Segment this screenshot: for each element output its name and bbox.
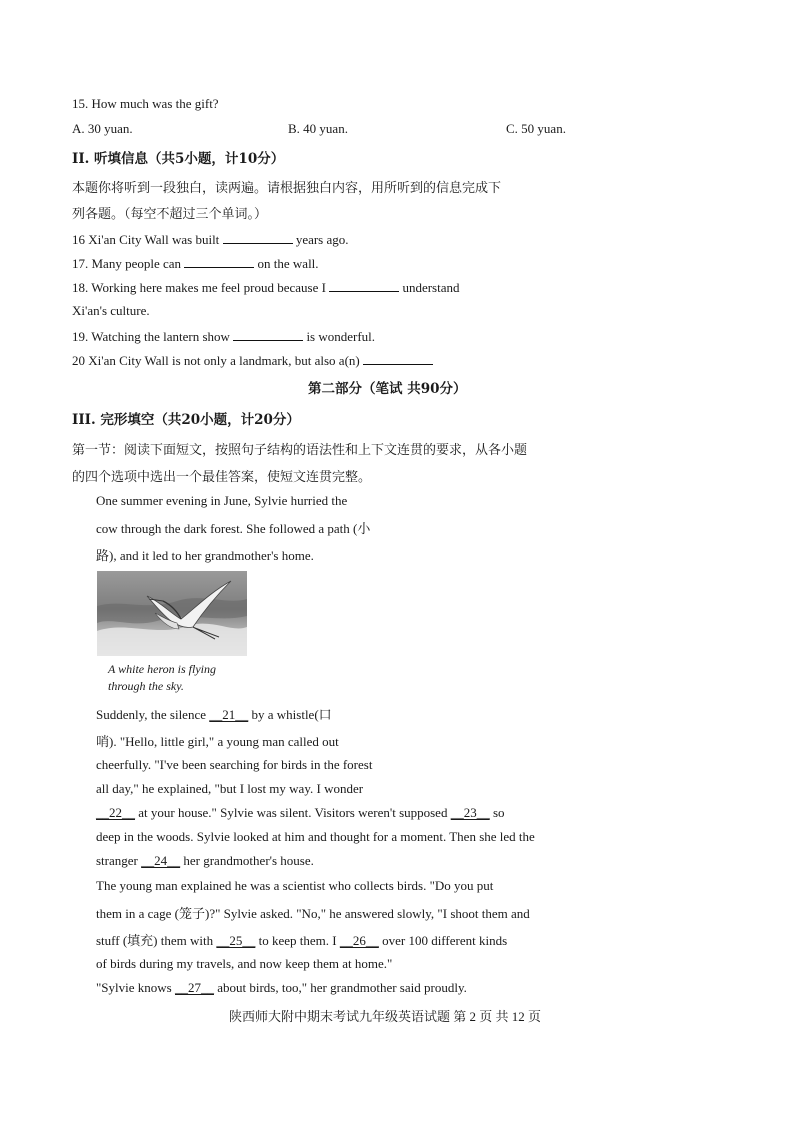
section3-heading: III. 完形填空（共20小题，计20分） (72, 412, 300, 428)
q19-text-after: is wonderful. (306, 329, 376, 344)
passage-text: Suddenly, the silence (96, 707, 206, 722)
passage-text: her grandmother's house. (183, 853, 314, 868)
passage-line: 哨). "Hello, little girl," a young man called out (96, 734, 339, 749)
passage-line: deep in the woods. Sylvie looked at him and thought for a moment. Then she led the (96, 829, 535, 844)
passage-line: all day," he explained, "but I lost my way. I wonder (96, 781, 364, 796)
q15-option-a: A. 30 yuan. (72, 121, 133, 136)
q15-option-c: C. 50 yuan. (506, 121, 566, 136)
passage-text: about birds, too," her grandmother said proudly. (217, 980, 467, 995)
section2-instruction-line2: 列各题。（每空不超过三个单词。） (72, 206, 268, 221)
q18 (72, 279, 459, 296)
heron-photo (97, 571, 247, 656)
q20-text-before: 20 Xi'an City Wall is not only a landmark, but also a(n) (72, 353, 360, 368)
section2-instruction-line1: 本题你将听到一段独白，读两遍。请根据独白内容，用所听到的信息完成下 (72, 180, 502, 195)
q19-text-before: 19. Watching the lantern show (72, 329, 230, 344)
q18-text-after: understand (402, 280, 460, 295)
passage-line: cheerfully. "I've been searching for birds in the forest (96, 757, 373, 772)
blank-27[interactable]: __27__ (174, 980, 214, 995)
q17-text-before: 17. Many people can (72, 256, 182, 271)
part2-heading: 第二部分（笔试 共90分） (308, 381, 467, 397)
heron-icon (97, 571, 247, 656)
q16-blank[interactable] (223, 231, 293, 244)
section2-heading: II. 听填信息（共5小题，计10分） (72, 151, 285, 167)
q15-question: 15. How much was the gift? (72, 96, 219, 111)
blank-23[interactable]: __23__ (450, 805, 490, 820)
passage-text: stranger (96, 853, 138, 868)
passage-text: so (492, 805, 505, 820)
q17 (72, 255, 319, 272)
q18-blank[interactable] (329, 279, 399, 292)
q19-blank[interactable] (233, 328, 303, 341)
photo-caption-line1: A white heron is flying (108, 662, 216, 676)
passage-line: 路), and it led to her grandmother's home. (96, 548, 314, 563)
q17-text-after: on the wall. (257, 256, 319, 271)
q15-option-b: B. 40 yuan. (288, 121, 348, 136)
passage-text: to keep them. I (258, 933, 337, 948)
q20 (72, 352, 433, 369)
passage-text: by a whistle(口 (251, 707, 332, 722)
passage-text: stuff (填充) them with (96, 933, 214, 948)
passage-line: cow through the dark forest. She followed a path (小 (96, 521, 371, 536)
blank-25[interactable]: __25__ (216, 933, 256, 948)
q17-blank[interactable] (184, 255, 254, 268)
q18-line2: Xi'an's culture. (72, 303, 150, 318)
q19 (72, 328, 375, 345)
section3-instruction-line1: 第一节：阅读下面短文，按照句子结构的语法性和上下文连贯的要求，从各小题 (72, 442, 528, 457)
section3-instruction-line2: 的四个选项中选出一个最佳答案，使短文连贯完整。 (72, 469, 372, 484)
q16 (72, 231, 349, 248)
photo-caption-line2: through the sky. (108, 679, 184, 693)
passage-text: over 100 different kinds (382, 933, 508, 948)
passage-text: at your house." Sylvie was silent. Visitors weren't supposed (138, 805, 448, 820)
passage-line: them in a cage (笼子)?" Sylvie asked. "No," he answered slowly, "I shoot them and (96, 906, 530, 921)
blank-26[interactable]: __26__ (339, 933, 379, 948)
blank-21[interactable]: __21__ (209, 707, 249, 722)
q16-text-before: 16 Xi'an City Wall was built (72, 232, 220, 247)
q20-blank[interactable] (363, 352, 433, 365)
blank-24[interactable]: __24__ (141, 853, 181, 868)
passage-line (96, 805, 505, 821)
passage-line: of birds during my travels, and now keep them at home." (96, 956, 393, 971)
q16-text-after: years ago. (295, 232, 349, 247)
passage-line: One summer evening in June, Sylvie hurried the (96, 493, 348, 508)
q18-text-before: 18. Working here makes me feel proud because I (72, 280, 326, 295)
passage-line (96, 704, 332, 723)
passage-line (96, 930, 507, 949)
passage-line: The young man explained he was a scientist who collects birds. "Do you put (96, 878, 494, 893)
page-footer: 陕西师大附中期末考试九年级英语试题 第 2 页 共 12 页 (229, 1009, 542, 1024)
passage-line (96, 853, 314, 869)
passage-text: "Sylvie knows (96, 980, 172, 995)
blank-22[interactable]: __22__ (96, 805, 135, 820)
passage-line (96, 980, 467, 996)
